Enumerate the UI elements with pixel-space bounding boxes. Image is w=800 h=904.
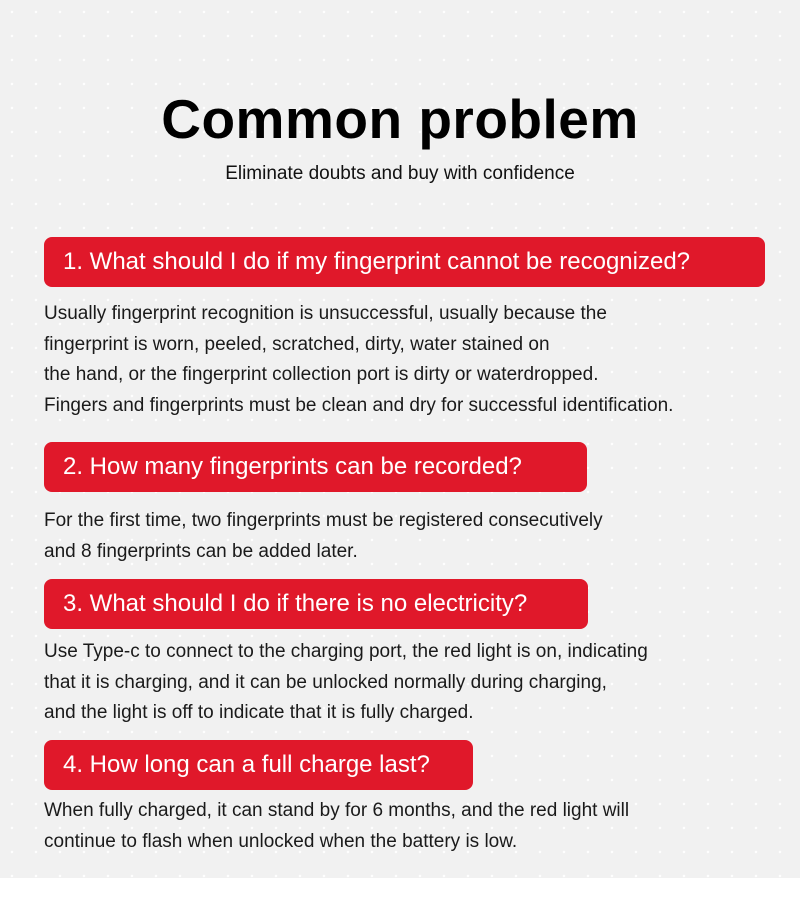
- answer-line: the hand, or the fingerprint collection port is dirty or waterdropped.: [44, 364, 599, 385]
- faq-answer-2: [44, 506, 774, 567]
- faq-question-2: 2. How many fingerprints can be recorded?: [44, 442, 587, 492]
- faq-question-1: 1. What should I do if my fingerprint cannot be recognized?: [44, 237, 765, 287]
- answer-line: When fully charged, it can stand by for 6 months, and the red light will: [44, 800, 630, 821]
- answer-line: fingerprint is worn, peeled, scratched, dirty, water stained on: [44, 333, 550, 355]
- answer-line: Fingers and fingerprints must be clean and dry for successful identification.: [44, 394, 674, 416]
- answer-line: that it is charging, and it can be unlocked normally during charging,: [44, 671, 607, 693]
- faq-answer-3: [44, 637, 774, 729]
- answer-line: and the light is off to indicate that it is fully charged.: [44, 702, 474, 723]
- answer-line: For the first time, two fingerprints must be registered consecutively: [44, 510, 603, 531]
- faq-question-3: 3. What should I do if there is no electricity?: [44, 579, 588, 629]
- answer-line: and 8 fingerprints can be added later.: [44, 540, 358, 562]
- faq-question-4: 4. How long can a full charge last?: [44, 740, 473, 790]
- faq-answer-1: [44, 299, 774, 421]
- answer-line: continue to flash when unlocked when the battery is low.: [44, 830, 518, 852]
- page-title: Common problem: [161, 88, 639, 150]
- answer-line: Use Type-c to connect to the charging port, the red light is on, indicating: [44, 641, 648, 662]
- answer-line: Usually fingerprint recognition is unsuccessful, usually because the: [44, 303, 607, 324]
- faq-answer-4: [44, 796, 774, 857]
- page-subtitle: Eliminate doubts and buy with confidence: [225, 163, 575, 184]
